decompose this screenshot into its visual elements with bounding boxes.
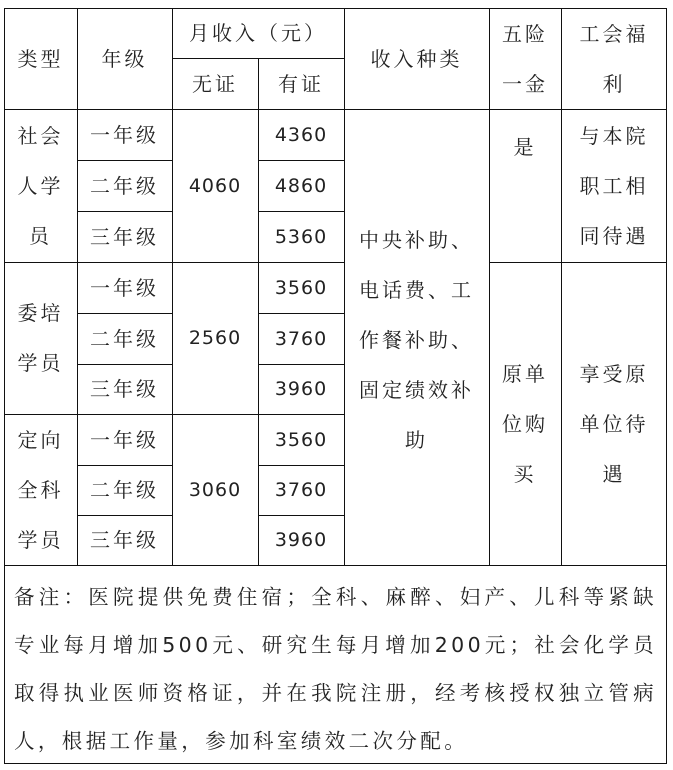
with-cert-value: 4360 bbox=[274, 123, 328, 146]
with-cert-value: 3560 bbox=[274, 428, 328, 451]
with-cert-value: 3960 bbox=[274, 529, 328, 551]
no-cert-value: 4060 bbox=[188, 174, 242, 197]
header-insurance: 五险 一金 bbox=[502, 21, 548, 96]
remarks-note: 备注：医院提供免费住宿；全科、麻醉、妇产、儿科等紧缺专业每月增加500元、研究生每月增加200元；社会化学员取得执业医师资格证，并在我院注册，经考核授权独立管病人，根据工作量，参加科室绩效二次分配。 bbox=[14, 585, 657, 753]
insurance-others: 原单 位购 买 bbox=[502, 361, 548, 486]
with-cert-value: 3560 bbox=[274, 276, 328, 299]
header-monthly-income: 月收入（元） bbox=[189, 21, 327, 45]
header-with-cert: 有证 bbox=[278, 71, 324, 96]
grade-cell: 一年级 bbox=[90, 427, 159, 452]
grade-cell: 三年级 bbox=[90, 224, 159, 249]
with-cert-value: 5360 bbox=[274, 225, 328, 248]
grade-cell: 三年级 bbox=[90, 528, 159, 552]
header-union-welfare: 工会福 利 bbox=[579, 21, 649, 96]
grade-cell: 二年级 bbox=[90, 173, 159, 198]
income-types-cell: 中央补助、 电话费、工 作餐补助、 固定绩效补 助 bbox=[359, 228, 474, 452]
grade-cell: 一年级 bbox=[90, 122, 159, 147]
header-no-cert: 无证 bbox=[192, 71, 238, 96]
grade-cell: 一年级 bbox=[90, 275, 159, 300]
grade-cell: 二年级 bbox=[90, 478, 159, 502]
insurance-social: 是 bbox=[513, 135, 537, 159]
with-cert-value: 3760 bbox=[274, 327, 328, 350]
with-cert-value: 4860 bbox=[274, 174, 328, 197]
no-cert-value: 2560 bbox=[188, 327, 242, 349]
header-type: 类型 bbox=[17, 46, 64, 71]
grade-cell: 二年级 bbox=[90, 326, 159, 351]
type-social-trainee: 社会 人学 员 bbox=[17, 123, 64, 248]
no-cert-value: 3060 bbox=[188, 478, 242, 501]
welfare-social: 与本院 职工相 同待遇 bbox=[579, 123, 649, 248]
welfare-others: 享受原 单位待 遇 bbox=[579, 361, 649, 486]
with-cert-value: 3760 bbox=[274, 479, 328, 501]
grade-cell: 三年级 bbox=[90, 377, 159, 401]
with-cert-value: 3960 bbox=[274, 378, 328, 400]
header-grade: 年级 bbox=[101, 46, 148, 71]
type-directed-gp-trainee: 定向 全科 学员 bbox=[17, 427, 64, 552]
header-income-types: 收入种类 bbox=[370, 46, 463, 71]
type-commissioned-trainee: 委培 学员 bbox=[17, 301, 64, 375]
